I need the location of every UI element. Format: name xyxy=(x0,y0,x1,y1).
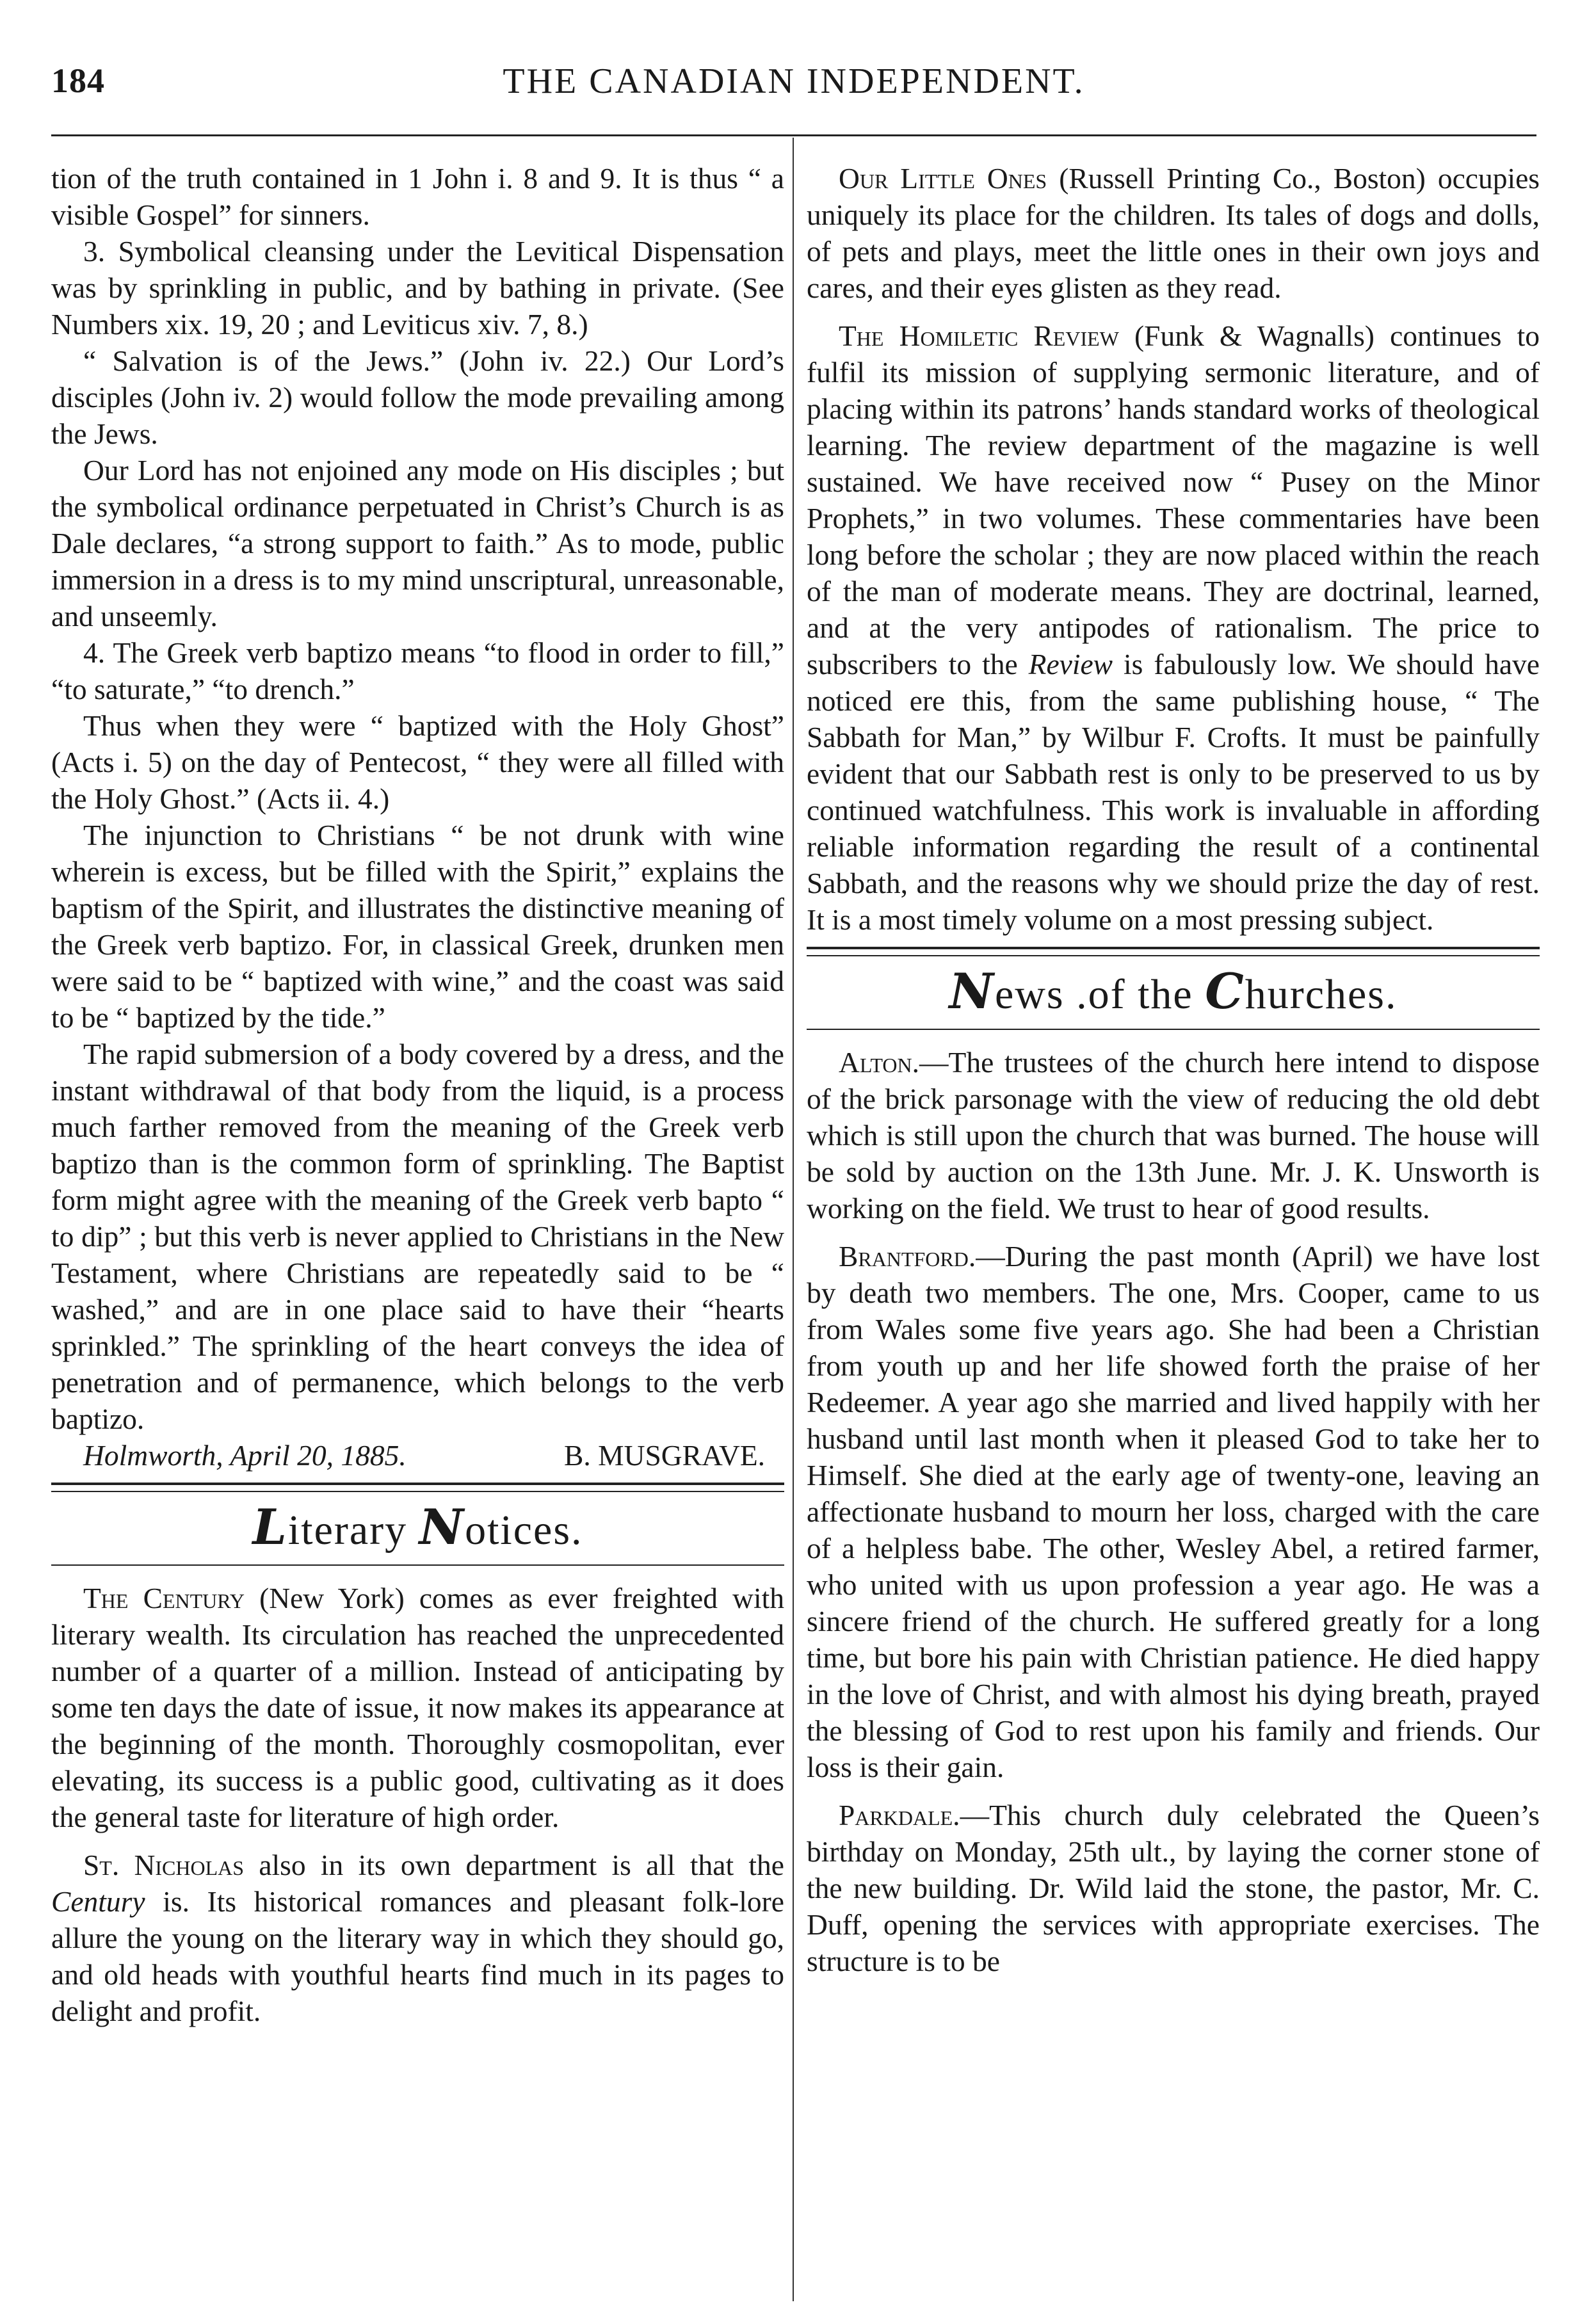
column-divider xyxy=(793,138,794,2301)
heading-underline xyxy=(51,1564,784,1566)
heading-text: otices. xyxy=(465,1507,583,1554)
article-signature xyxy=(51,1437,784,1474)
news-text: —During the past month (April) we have lost by death two members. The one, Mrs. Cooper, came to us from Wales some five years ago. She had been a Christian from youth up and her life showed forth the praise of her Redeemer. A year ago she married and lived happily with her husband until last month when it pleased God to take her to Himself. She died at the early age of twenty-one, leaving an affectionate husband to mourn her loss, charged with the care of a helpless babe. The other, Wesley Abel, a retired farmer, who united with us upon profession a year ago. He was a sincere friend of the church. He suffered greatly for a long time, but bore his pain with Christian patience. He died happy in the love of Christ, and with almost his dying breath, prayed the blessing of God to rest upon his family and friends. Our loss is their gain. xyxy=(807,1240,1540,1783)
heading-initial: L xyxy=(252,1499,288,1555)
heading-underline xyxy=(807,1029,1540,1030)
news-of-churches-heading xyxy=(807,956,1540,1026)
notice-our-little-ones xyxy=(807,160,1540,306)
notice-text: (Funk & Wagnalls) continues to fulfil its mission of supplying sermonic literature, and of placing within its patrons’ hands standard works of theological learning. The review department of the magazine is well sustained. We have received now “ Pusey on the Minor Prophets,” in two volumes. These commentaries have been long before the scholar ; they are now placed within the reach of the man of moderate means. They are doctrinal, learned, and at the very antipodes of rationalism. The price to subscribers to the xyxy=(807,319,1540,680)
notice-text: (New York) comes as ever freighted with literary wealth. Its circulation has reached the unprecedented number of a quarter of a million. Instead of anticipating by some ten days the date of issue, it now makes its appearance at the beginning of the month. Thoroughly cosmopolitan, ever elevating, its success is a public good, cultivating as it does the general taste for literature of high order. xyxy=(51,1582,784,1833)
news-text: —The trustees of the church here intend to dispose of the brick parsonage with the view of reducing the old debt which is still upon the church that was burned. The house will be sold by auction on the 13th June. Mr. J. K. Unsworth is working on the field. We trust to hear of good results. xyxy=(807,1046,1540,1225)
news-place: Parkdale. xyxy=(839,1799,960,1831)
article-paragraph: Our Lord has not enjoined any mode on His disciples ; but the symbolical ordinance perpetuated in Christ’s Church is as Dale declares, “a strong support to faith.” As to mode, public immersion in a dress is to my mind unscriptural, unreasonable, and unseemly. xyxy=(51,454,784,632)
literary-notices-heading xyxy=(51,1492,784,1562)
news-text: —This church duly celebrated the Queen’s birthday on Monday, 25th ult., by laying the corner stone of the new building. Dr. Wild laid the stone, the pastor, Mr. C. Duff, opening the services with appropriate exercises. The structure is to be xyxy=(807,1799,1540,1977)
notice-title: The Century xyxy=(83,1582,245,1614)
section-rule xyxy=(51,1483,784,1492)
notice-century xyxy=(51,1580,784,1835)
heading-initial: N xyxy=(419,1499,465,1555)
article-paragraph: 4. The Greek verb baptizo means “to flood in order to fill,” “to saturate,” “to drench.” xyxy=(51,636,784,705)
notice-italic: Review xyxy=(1028,648,1113,680)
heading-initial: C xyxy=(1205,963,1245,1020)
notice-title: The Homiletic Review xyxy=(839,319,1119,352)
news-place: Alton. xyxy=(839,1046,920,1079)
article-paragraph: “ Salvation is of the Jews.” (John iv. 22.) Our Lord’s disciples (John iv. 2) would follow the mode prevailing among the Jews. xyxy=(51,344,784,450)
left-column xyxy=(51,160,784,2029)
header-rule xyxy=(51,134,1536,136)
page-number: 184 xyxy=(51,61,105,100)
article-paragraph: 3. Symbolical cleansing under the Levitical Dispensation was by sprinkling in public, and by bathing in private. (See Numbers xix. 19, 20 ; and Leviticus xiv. 7, 8.) xyxy=(51,235,784,341)
notice-italic: Century xyxy=(51,1885,145,1918)
article-paragraph: Thus when they were “ baptized with the Holy Ghost” (Acts i. 5) on the day of Pentecost, “ they were all filled with the Holy Ghost.” (Acts ii. 4.) xyxy=(51,709,784,815)
news-place: Brantford. xyxy=(839,1240,976,1273)
notice-text: is. Its historical romances and pleasant folk-lore allure the young on the literary way in which they should go, and old heads with youthful hearts find much in its pages to delight and profit. xyxy=(51,1885,784,2027)
notice-text: is fabulously low. We should have noticed ere this, from the same publishing house, “ The Sabbath for Man,” by Wilbur F. Crofts. It must be painfully evident that our Sabbath rest is only to be preserved to us by continued watchfulness. This work is invaluable in affording reliable information regarding the result of a continental Sabbath, and the reasons why we should prize the day of rest. It is a most timely volume on a most pressing subject. xyxy=(807,648,1540,936)
heading-initial: N xyxy=(949,963,995,1020)
section-rule xyxy=(807,947,1540,956)
notice-text: also in its own department is all that the xyxy=(244,1849,784,1881)
article-paragraph: The rapid submersion of a body covered by a dress, and the instant withdrawal of that body from the liquid, is a process much farther removed from the meaning of the Greek verb baptizo than is the common form of sprinkling. The Baptist form might agree with the meaning of the Greek verb bapto “ to dip” ; but this verb is never applied to Christians in the New Testament, where Christians are repeatedly said to be “ washed,” and are in one place said to have their “hearts sprinkled.” The sprinkling of the heart conveys the idea of penetration and of permanence, which belongs to the verb baptizo. xyxy=(51,1038,784,1435)
news-brantford xyxy=(807,1238,1540,1785)
page-header xyxy=(51,61,1536,118)
heading-text: hurches. xyxy=(1245,971,1398,1018)
article-paragraph: The injunction to Christians “ be not drunk with wine wherein is excess, but be filled with the Spirit,” explains the baptism of the Spirit, and illustrates the distinctive meaning of the Greek verb baptizo. For, in classical Greek, drunken men were said to be “ baptized with wine,” and the coast was said to be “ baptized by the tide.” xyxy=(51,819,784,1034)
notice-text: (Russell Printing Co., Boston) occupies uniquely its place for the children. Its tales of dogs and dolls, of pets and plays, meet the little ones in their own joys and cares, and their eyes glisten as they read. xyxy=(807,162,1540,304)
running-title: THE CANADIAN INDEPENDENT. xyxy=(503,61,1085,101)
news-alton xyxy=(807,1044,1540,1226)
heading-text: iterary xyxy=(287,1507,408,1554)
notice-title: St. Nicholas xyxy=(83,1849,245,1881)
notice-st-nicholas xyxy=(51,1847,784,2029)
notice-homiletic-review xyxy=(807,318,1540,938)
heading-text: ews .of the xyxy=(994,971,1205,1018)
signature-place-date: Holmworth, April 20, 1885. xyxy=(83,1439,407,1472)
right-column xyxy=(807,160,1540,1979)
notice-title: Our Little Ones xyxy=(839,162,1047,195)
signature-name: B. MUSGRAVE. xyxy=(564,1439,765,1472)
article-paragraph: tion of the truth contained in 1 John i. 8 and 9. It is thus “ a visible Gospel” for sinners. xyxy=(51,162,784,231)
news-parkdale xyxy=(807,1797,1540,1979)
